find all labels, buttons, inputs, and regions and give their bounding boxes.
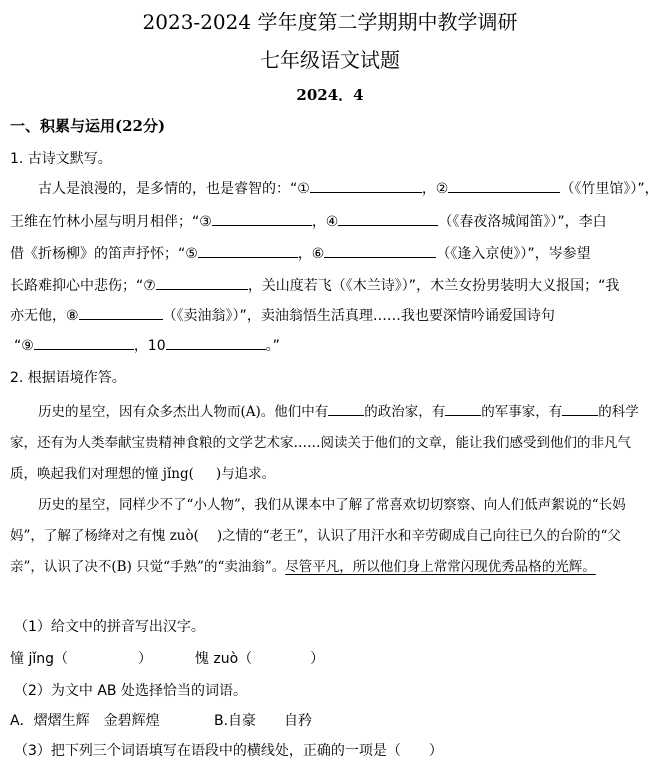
text: ，10 bbox=[133, 338, 166, 354]
text: )与追求。 bbox=[215, 466, 276, 482]
exam-subtitle: 七年级语文试题 bbox=[260, 48, 400, 72]
option-b[interactable]: B.自豪 自矜 bbox=[214, 713, 313, 729]
text: ，⑥ bbox=[297, 246, 325, 262]
text: （《竹里馆》）”， bbox=[560, 181, 659, 197]
text: ，② bbox=[421, 181, 449, 197]
q1-line bbox=[10, 243, 591, 263]
q2-paragraph-1 bbox=[10, 397, 652, 490]
text: ，④ bbox=[311, 214, 339, 230]
text: )之情的“老王”，认识了用汗水和辛劳砌成自己向往已久的台阶的“父亲”，认识了决不(B) 只觉“手熟”的“卖油翁”。 bbox=[10, 528, 621, 575]
answer-blank-3[interactable] bbox=[212, 212, 312, 226]
answer-blank-7[interactable] bbox=[156, 276, 248, 290]
sub-question-1: （1）给文中的拼音写出汉字。 bbox=[14, 619, 205, 635]
fill-blank-2[interactable] bbox=[445, 402, 481, 416]
sub-question-2: （2）为文中 AB 处选择恰当的词语。 bbox=[14, 683, 247, 699]
q1-line bbox=[14, 335, 280, 355]
text: “⑨ bbox=[14, 338, 34, 354]
text: （《逢入京使》）”，岑参望 bbox=[436, 246, 591, 262]
exam-date: 2024．4 bbox=[296, 86, 364, 104]
q1-line bbox=[38, 178, 659, 198]
answer-blank-9[interactable] bbox=[34, 336, 134, 350]
exam-title: 2023-2024 学年度第二学期期中教学调研 bbox=[142, 10, 518, 34]
q1-line bbox=[10, 211, 607, 231]
text: 长路难抑心中悲伤；“⑦ bbox=[10, 278, 156, 294]
text: 的军事家，有 bbox=[481, 404, 563, 420]
text: 憧 jǐng（ bbox=[10, 651, 68, 667]
sub-question-3: （3）把下列三个词语填写在语段中的横线处，正确的一项是（ ） bbox=[14, 743, 443, 759]
answer-blank-5[interactable] bbox=[198, 244, 298, 258]
text: 的政治家，有 bbox=[364, 404, 446, 420]
q1-line bbox=[10, 275, 619, 295]
q1-line bbox=[10, 305, 555, 325]
q1-label: 1. 古诗文默写。 bbox=[10, 151, 112, 167]
fill-blank-3[interactable] bbox=[562, 402, 598, 416]
section-heading: 一、积累与运用(22分) bbox=[10, 117, 166, 135]
text: 借《折杨柳》的笛声抒怀；“⑤ bbox=[10, 246, 198, 262]
text: （《卖油翁》）”，卖油翁悟生活真理……我也要深情吟诵爱国诗句 bbox=[162, 308, 555, 324]
text: 。” bbox=[265, 338, 280, 354]
text: ，关山度若飞（《木兰诗》）”，木兰女扮男装明大义报国；“我 bbox=[247, 278, 620, 294]
text: 历史的星空，因有众多杰出人物而(A)。他们中有 bbox=[38, 404, 329, 420]
underlined-sentence: 尽管平凡，所以他们身上常常闪现优秀品格的光辉。 bbox=[285, 559, 596, 575]
sub-answer-row bbox=[10, 648, 324, 668]
answer-blank-2[interactable] bbox=[448, 179, 560, 193]
text: 愧 zuò（ bbox=[194, 651, 253, 667]
q2-label: 2. 根据语境作答。 bbox=[10, 370, 126, 386]
text: （《春夜洛城闻笛》）”，李白 bbox=[438, 214, 607, 230]
answer-blank-4[interactable] bbox=[338, 212, 438, 226]
answer-blank-10[interactable] bbox=[166, 336, 266, 350]
text: 的科学家，还有为人类奉献宝贵精神食粮的文学艺术家……阅读关于他们的文章，能让我们感受到他们的非凡气质，唤起我们对理想的憧 jǐng( bbox=[10, 404, 639, 482]
answer-blank-6[interactable] bbox=[324, 244, 436, 258]
text: ） bbox=[310, 651, 325, 667]
text: 亦无他，⑧ bbox=[10, 308, 79, 324]
fill-blank-1[interactable] bbox=[328, 402, 364, 416]
text: 古人是浪漫的，是多情的，也是睿智的：“① bbox=[38, 181, 310, 197]
answer-blank-1[interactable] bbox=[310, 179, 422, 193]
text: ） bbox=[138, 651, 152, 667]
text: 历史的星空，同样少不了“小人物”，我们从课本中了解了常喜欢切切察察、向人们低声絮说的“长妈妈”，了解了杨绛对之有愧 zuò( bbox=[10, 497, 626, 544]
text: 王维在竹林小屋与明月相伴；“③ bbox=[10, 214, 212, 230]
answer-blank-8[interactable] bbox=[79, 306, 163, 320]
q2-paragraph-2 bbox=[10, 490, 652, 583]
option-a[interactable]: A．熠熠生辉 金碧辉煌 bbox=[10, 713, 160, 729]
